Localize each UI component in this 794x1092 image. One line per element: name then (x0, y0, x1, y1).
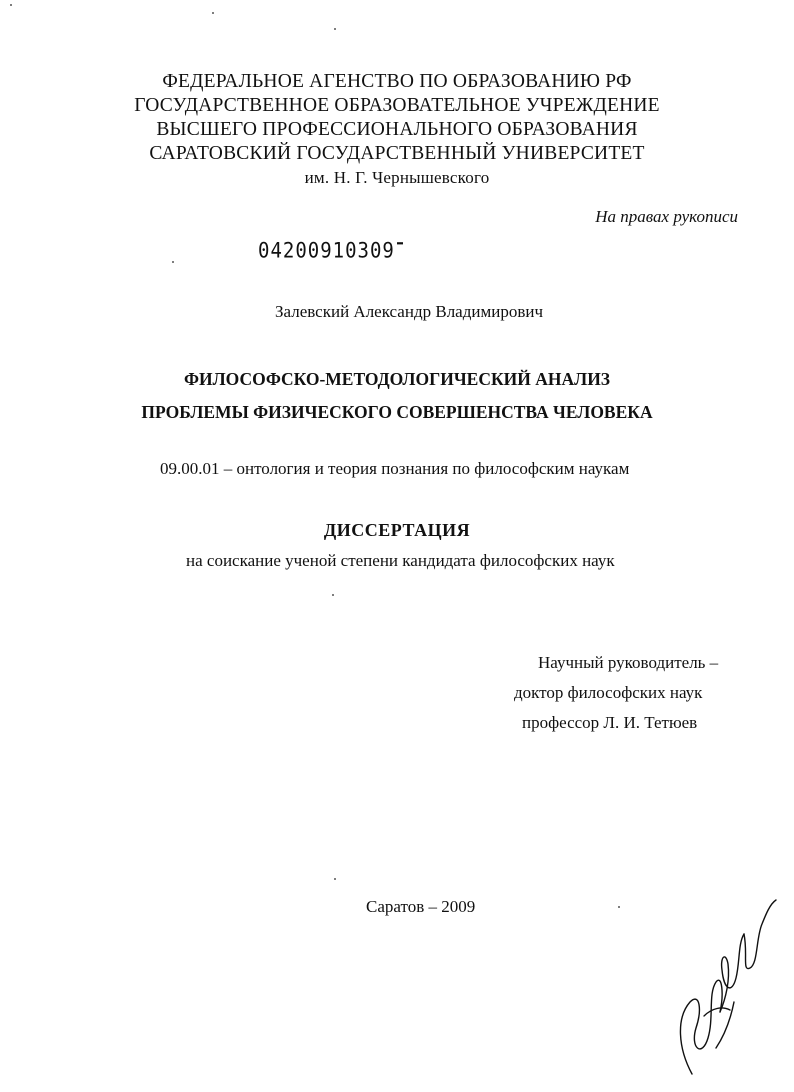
archive-number-text: 04200910309 (258, 238, 395, 264)
supervisor-line: Научный руководитель – (538, 653, 719, 672)
manuscript-note: На правах рукописи (595, 207, 738, 226)
specialty-code: 09.00.01 – онтология и теория познания по философским наукам (160, 459, 630, 478)
author-name: Залевский Александр Владимирович (275, 302, 543, 321)
organization-line: ВЫСШЕГО ПРОФЕССИОНАЛЬНОГО ОБРАЗОВАНИЯ (156, 119, 638, 140)
signature-stroke (704, 1008, 730, 1016)
degree-statement: на соискание ученой степени кандидата философских наук (186, 551, 615, 570)
title-line: ПРОБЛЕМЫ ФИЗИЧЕСКОГО СОВЕРШЕНСТВА ЧЕЛОВЕКА (141, 402, 653, 422)
scan-speck (618, 906, 620, 908)
handwritten-signature-icon (672, 898, 784, 1078)
signature-stroke (680, 980, 722, 1074)
title-line: ФИЛОСОФСКО-МЕТОДОЛОГИЧЕСКИЙ АНАЛИЗ (183, 369, 611, 389)
organization-line: САРАТОВСКИЙ ГОСУДАРСТВЕННЫЙ УНИВЕРСИТЕТ (149, 143, 645, 164)
scan-speck (212, 12, 214, 14)
supervisor-line: профессор Л. И. Тетюев (522, 713, 698, 732)
archive-mark (397, 242, 403, 244)
document-type: ДИССЕРТАЦИЯ (323, 520, 471, 540)
scan-speck (172, 261, 174, 263)
signature-stroke (720, 934, 744, 1012)
scan-speck (334, 28, 336, 30)
organization-line: им. Н. Г. Чернышевского (304, 168, 490, 187)
organization-line: ФЕДЕРАЛЬНОЕ АГЕНСТВО ПО ОБРАЗОВАНИЮ РФ (162, 71, 632, 92)
organization-header (0, 70, 794, 190)
dissertation-title (0, 363, 794, 429)
supervisor-block (500, 648, 718, 738)
city-year: Саратов – 2009 (366, 897, 476, 916)
scan-speck (332, 594, 334, 596)
scan-speck (10, 4, 12, 6)
organization-line: ГОСУДАРСТВЕННОЕ ОБРАЗОВАТЕЛЬНОЕ УЧРЕЖДЕНИЕ (134, 95, 660, 116)
scan-speck (334, 878, 336, 880)
supervisor-line: доктор философских наук (514, 683, 703, 702)
archive-number (258, 239, 403, 263)
signature-stroke (744, 900, 776, 969)
